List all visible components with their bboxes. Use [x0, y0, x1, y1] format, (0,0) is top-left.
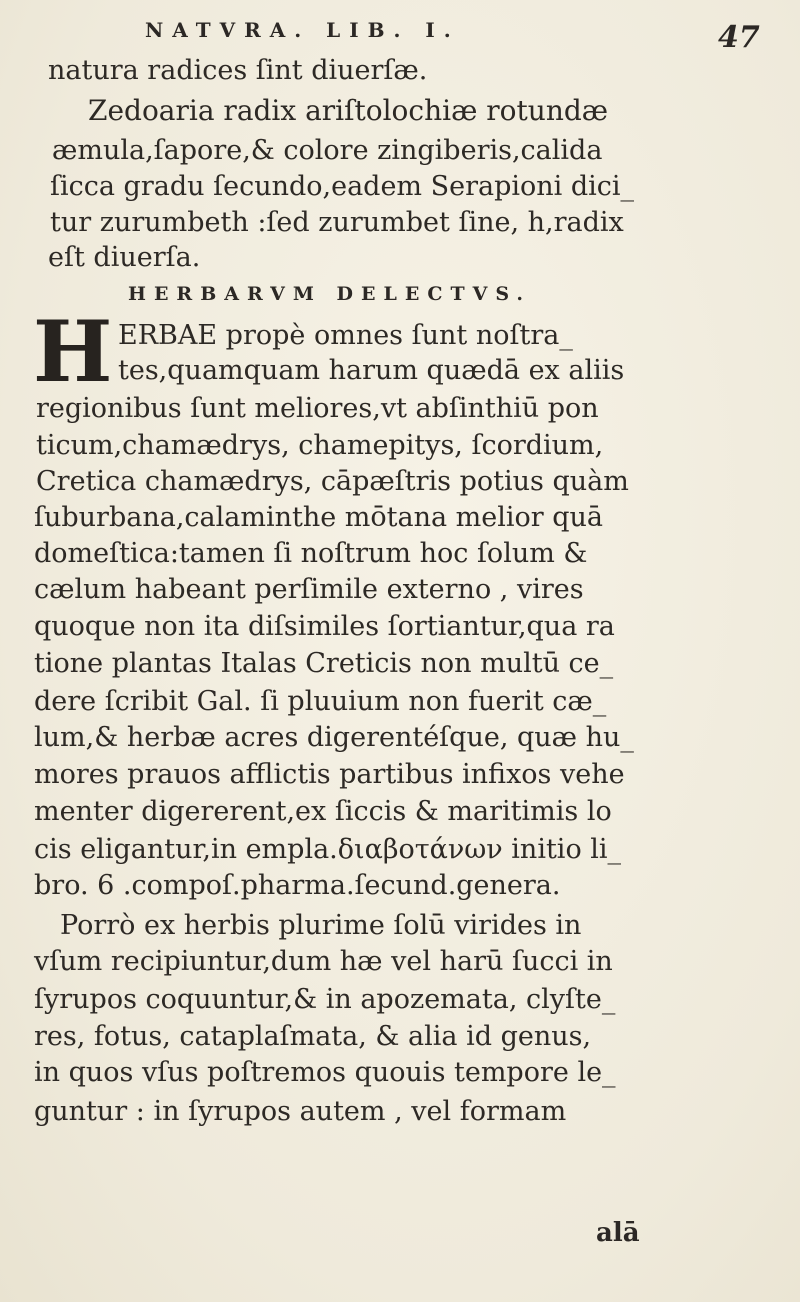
text-line: quoque non ita diſsimiles ſortiantur,qua ra — [34, 611, 615, 642]
text-line: natura radices ſint diuerſæ. — [48, 55, 428, 86]
text-line: tione plantas Italas Creticis non multū ce_ — [34, 648, 614, 679]
text-line: res, fotus, cataplaſmata, & alia id genus, — [34, 1021, 592, 1052]
text-line: ticum,chamædrys, chamepitys, ſcordium, — [36, 430, 604, 461]
section-heading: HERBARVM DELECTVS. — [128, 283, 531, 305]
text-line: lum,& herbæ acres digerentéſque, quæ hu_ — [34, 722, 634, 753]
text-line: regionibus ſunt meliores,vt abſinthiū pon — [36, 393, 599, 424]
text-line: guntur : in ſyrupos autem , vel formam — [34, 1096, 567, 1127]
text-line: Zedoaria radix ariſtolochiæ rotundæ — [88, 94, 609, 127]
text-line: ſicca gradu ſecundo,eadem Serapioni dici_ — [50, 171, 635, 202]
text-line: æmula,ſapore,& colore zingiberis,calida — [52, 135, 603, 166]
page-number: 47 — [718, 20, 760, 55]
text-line: eſt diuerſa. — [48, 242, 201, 273]
text-line: tur zurumbeth :ſed zurumbet ſine, h,radix — [50, 207, 624, 238]
text-line: ſuburbana,calaminthe mōtana melior quā — [34, 502, 604, 533]
text-line: cis eligantur,in empla.διαβοτάνων initio li_ — [34, 834, 622, 865]
text-line: ſyrupos coquuntur,& in apozemata, clyſte_ — [34, 984, 616, 1015]
running-head: NATVRA. LIB. I. — [145, 18, 460, 42]
text-line: menter digererent,ex ſiccis & maritimis lo — [34, 796, 612, 827]
text-line: tes,quamquam harum quædā ex aliis — [118, 355, 625, 386]
text-line: in quos vſus poſtremos quouis tempore le_ — [34, 1057, 616, 1088]
text-line: cælum habeant perſimile externo , vires — [34, 574, 584, 605]
text-line: vſum recipiuntur,dum hæ vel harū ſucci in — [34, 946, 613, 977]
drop-cap: H — [33, 302, 113, 401]
text-line: Cretica chamædrys, cāpæſtris potius quàm — [36, 466, 629, 497]
text-line: bro. 6 .compoſ.pharma.ſecund.genera. — [34, 870, 561, 901]
catchword: alā — [596, 1218, 640, 1248]
text-line: domeſtica:tamen ſi noſtrum hoc ſolum & — [34, 538, 588, 569]
text-line: Porrò ex herbis plurime ſolū virides in — [60, 910, 582, 941]
text-line: ERBAE propè omnes ſunt noſtra_ — [118, 320, 573, 351]
text-line: dere ſcribit Gal. ſi pluuium non fuerit cæ_ — [34, 686, 607, 717]
text-line: mores prauos afflictis partibus infixos vehe — [34, 759, 625, 790]
